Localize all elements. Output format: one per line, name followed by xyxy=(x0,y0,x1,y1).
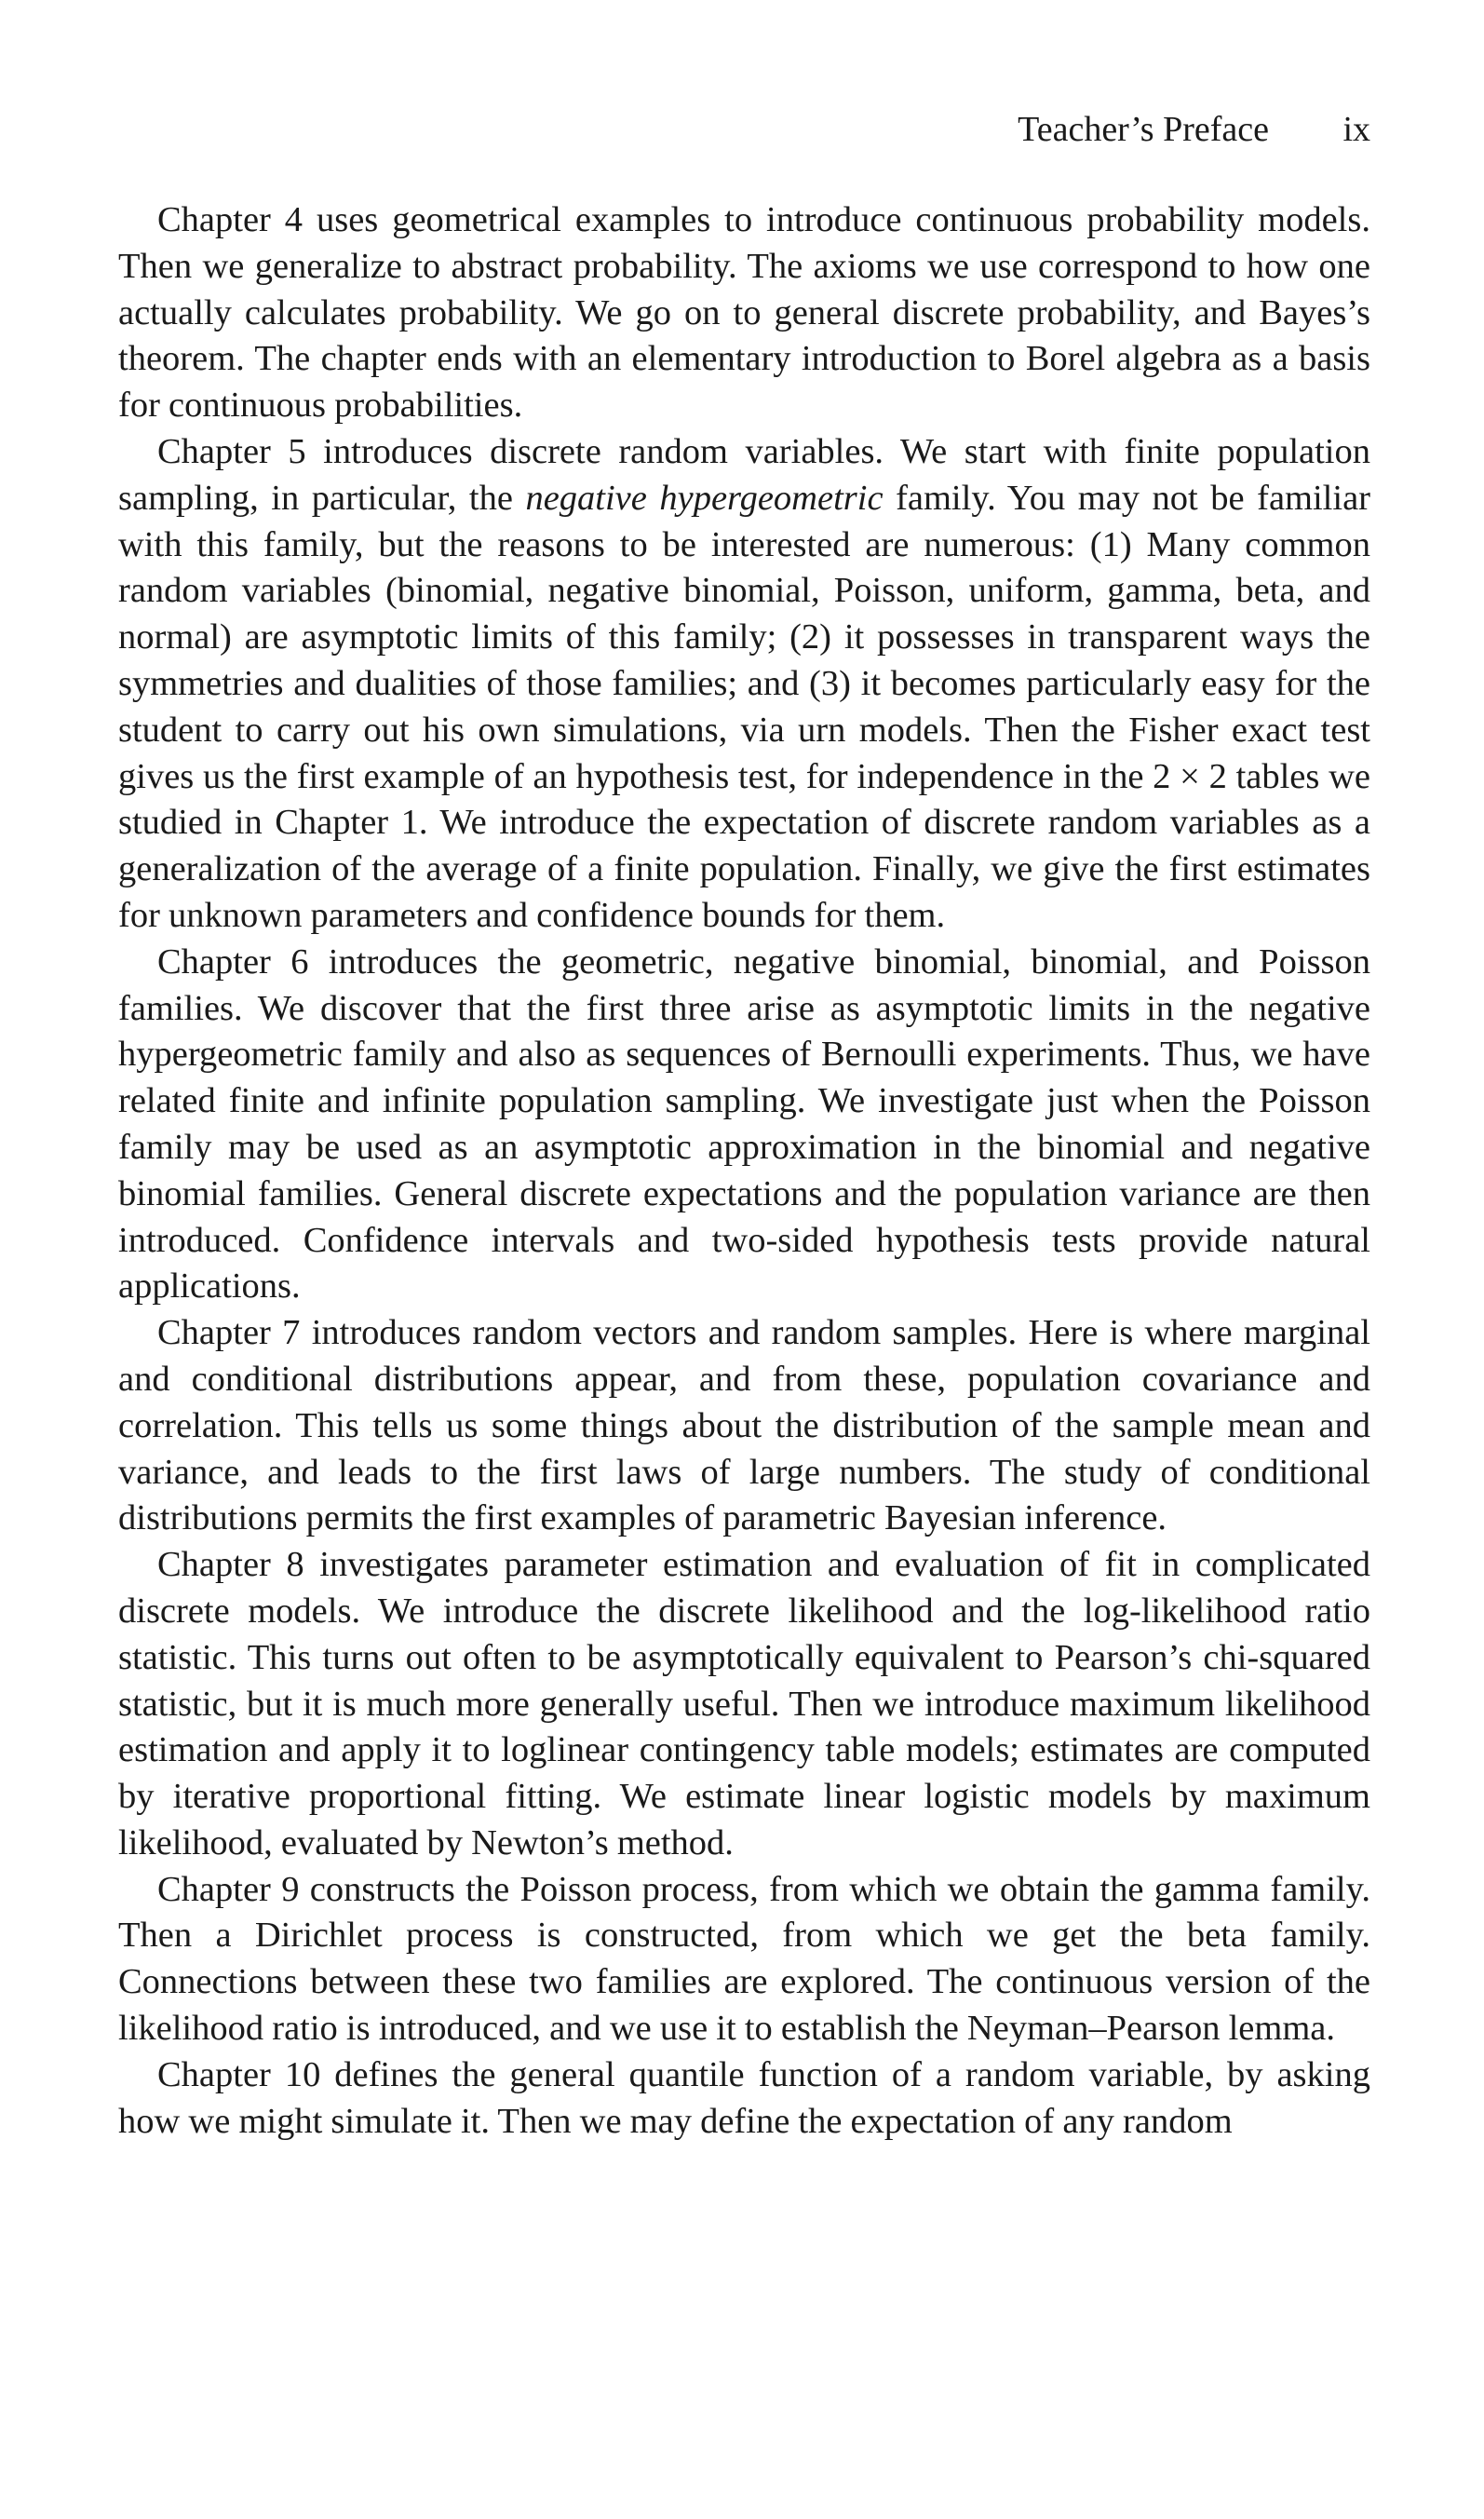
emphasis-term: negative hypergeometric xyxy=(525,478,884,518)
paragraph-chapter-6: Chapter 6 introduces the geometric, negative binomial, binomial, and Poisson families. We discover that the first three arise as asymptotic limits in the negative hypergeometric family and also as sequences of Bernoulli experiments. Thus, we have related finite and infinite population sampling. We investigate just when the Poisson family may be used as an asymptotic approximation in the binomial and negative binomial families. General discrete expectations and the population variance are then introduced. Confidence intervals and two-sided hypothesis tests provide natural applications. xyxy=(118,941,1370,1307)
running-head xyxy=(118,104,1370,155)
page-number: ix xyxy=(1342,110,1370,149)
body-text xyxy=(118,197,1370,2145)
paragraph-chapter-8: Chapter 8 investigates parameter estimation and evaluation of fit in complicated discrete models. We introduce the discrete likelihood and the log-likelihood ratio statistic. This turns out often to be asymptotically equivalent to Pearson’s chi-squared statistic, but it is much more generally useful. Then we introduce maximum likelihood estimation and apply it to loglinear contingency table models; estimates are computed by iterative proportional fitting. We estimate linear logistic models by maximum likelihood, evaluated by Newton’s method. xyxy=(118,1545,1370,1862)
paragraph-chapter-10: Chapter 10 defines the general quantile function of a random variable, by asking how we might simulate it. Then we may define the expectation of any random xyxy=(118,2054,1370,2141)
paragraph-text: Chapter 5 introduces discrete random variables. We start with finite population sampling, in particular, the xyxy=(118,431,1370,518)
paragraph-chapter-5 xyxy=(118,429,1370,940)
paragraph-text: family. You may not be familiar with this family, but the reasons to be interested are numerous: (1) Many common random variables (binomial, negative binomial, Poisson, uniform, gamma, beta, and normal) are asymptotic limits of this family; (2) it possesses in transparent ways the symmetries and dualities of those families; and (3) it becomes particularly easy for the student to carry out his own simulations, via urn models. Then the Fisher exact test gives us the first example of an hypothesis test, for independence in the 2 × 2 tables we studied in Chapter 1. We introduce the expectation of discrete random variables as a generalization of the average of a finite population. Finally, we give the first estimates for unknown parameters and confidence bounds for them. xyxy=(118,478,1370,935)
paragraph-chapter-9: Chapter 9 constructs the Poisson process, from which we obtain the gamma family. Then a Dirichlet process is constructed, from which we get the beta family. Connections between these two families are explored. The continuous version of the likelihood ratio is introduced, and we use it to establish the Neyman–Pearson lemma. xyxy=(118,1869,1370,2049)
paragraph-chapter-4: Chapter 4 uses geometrical examples to introduce continuous probability models. Then we generalize to abstract probability. The axioms we use correspond to how one actually calculates probability. We go on to general discrete probability, and Bayes’s theorem. The chapter ends with an elementary introduction to Borel algebra as a basis for continuous probabilities. xyxy=(118,200,1370,426)
running-title: Teacher’s Preface xyxy=(1018,110,1269,149)
paragraph-chapter-7: Chapter 7 introduces random vectors and random samples. Here is where marginal and conditional distributions appear, and from these, population covariance and correlation. This tells us some things about the distribution of the sample mean and variance, and leads to the first laws of large numbers. The study of conditional distributions permits the first examples of parametric Bayesian inference. xyxy=(118,1313,1370,1538)
